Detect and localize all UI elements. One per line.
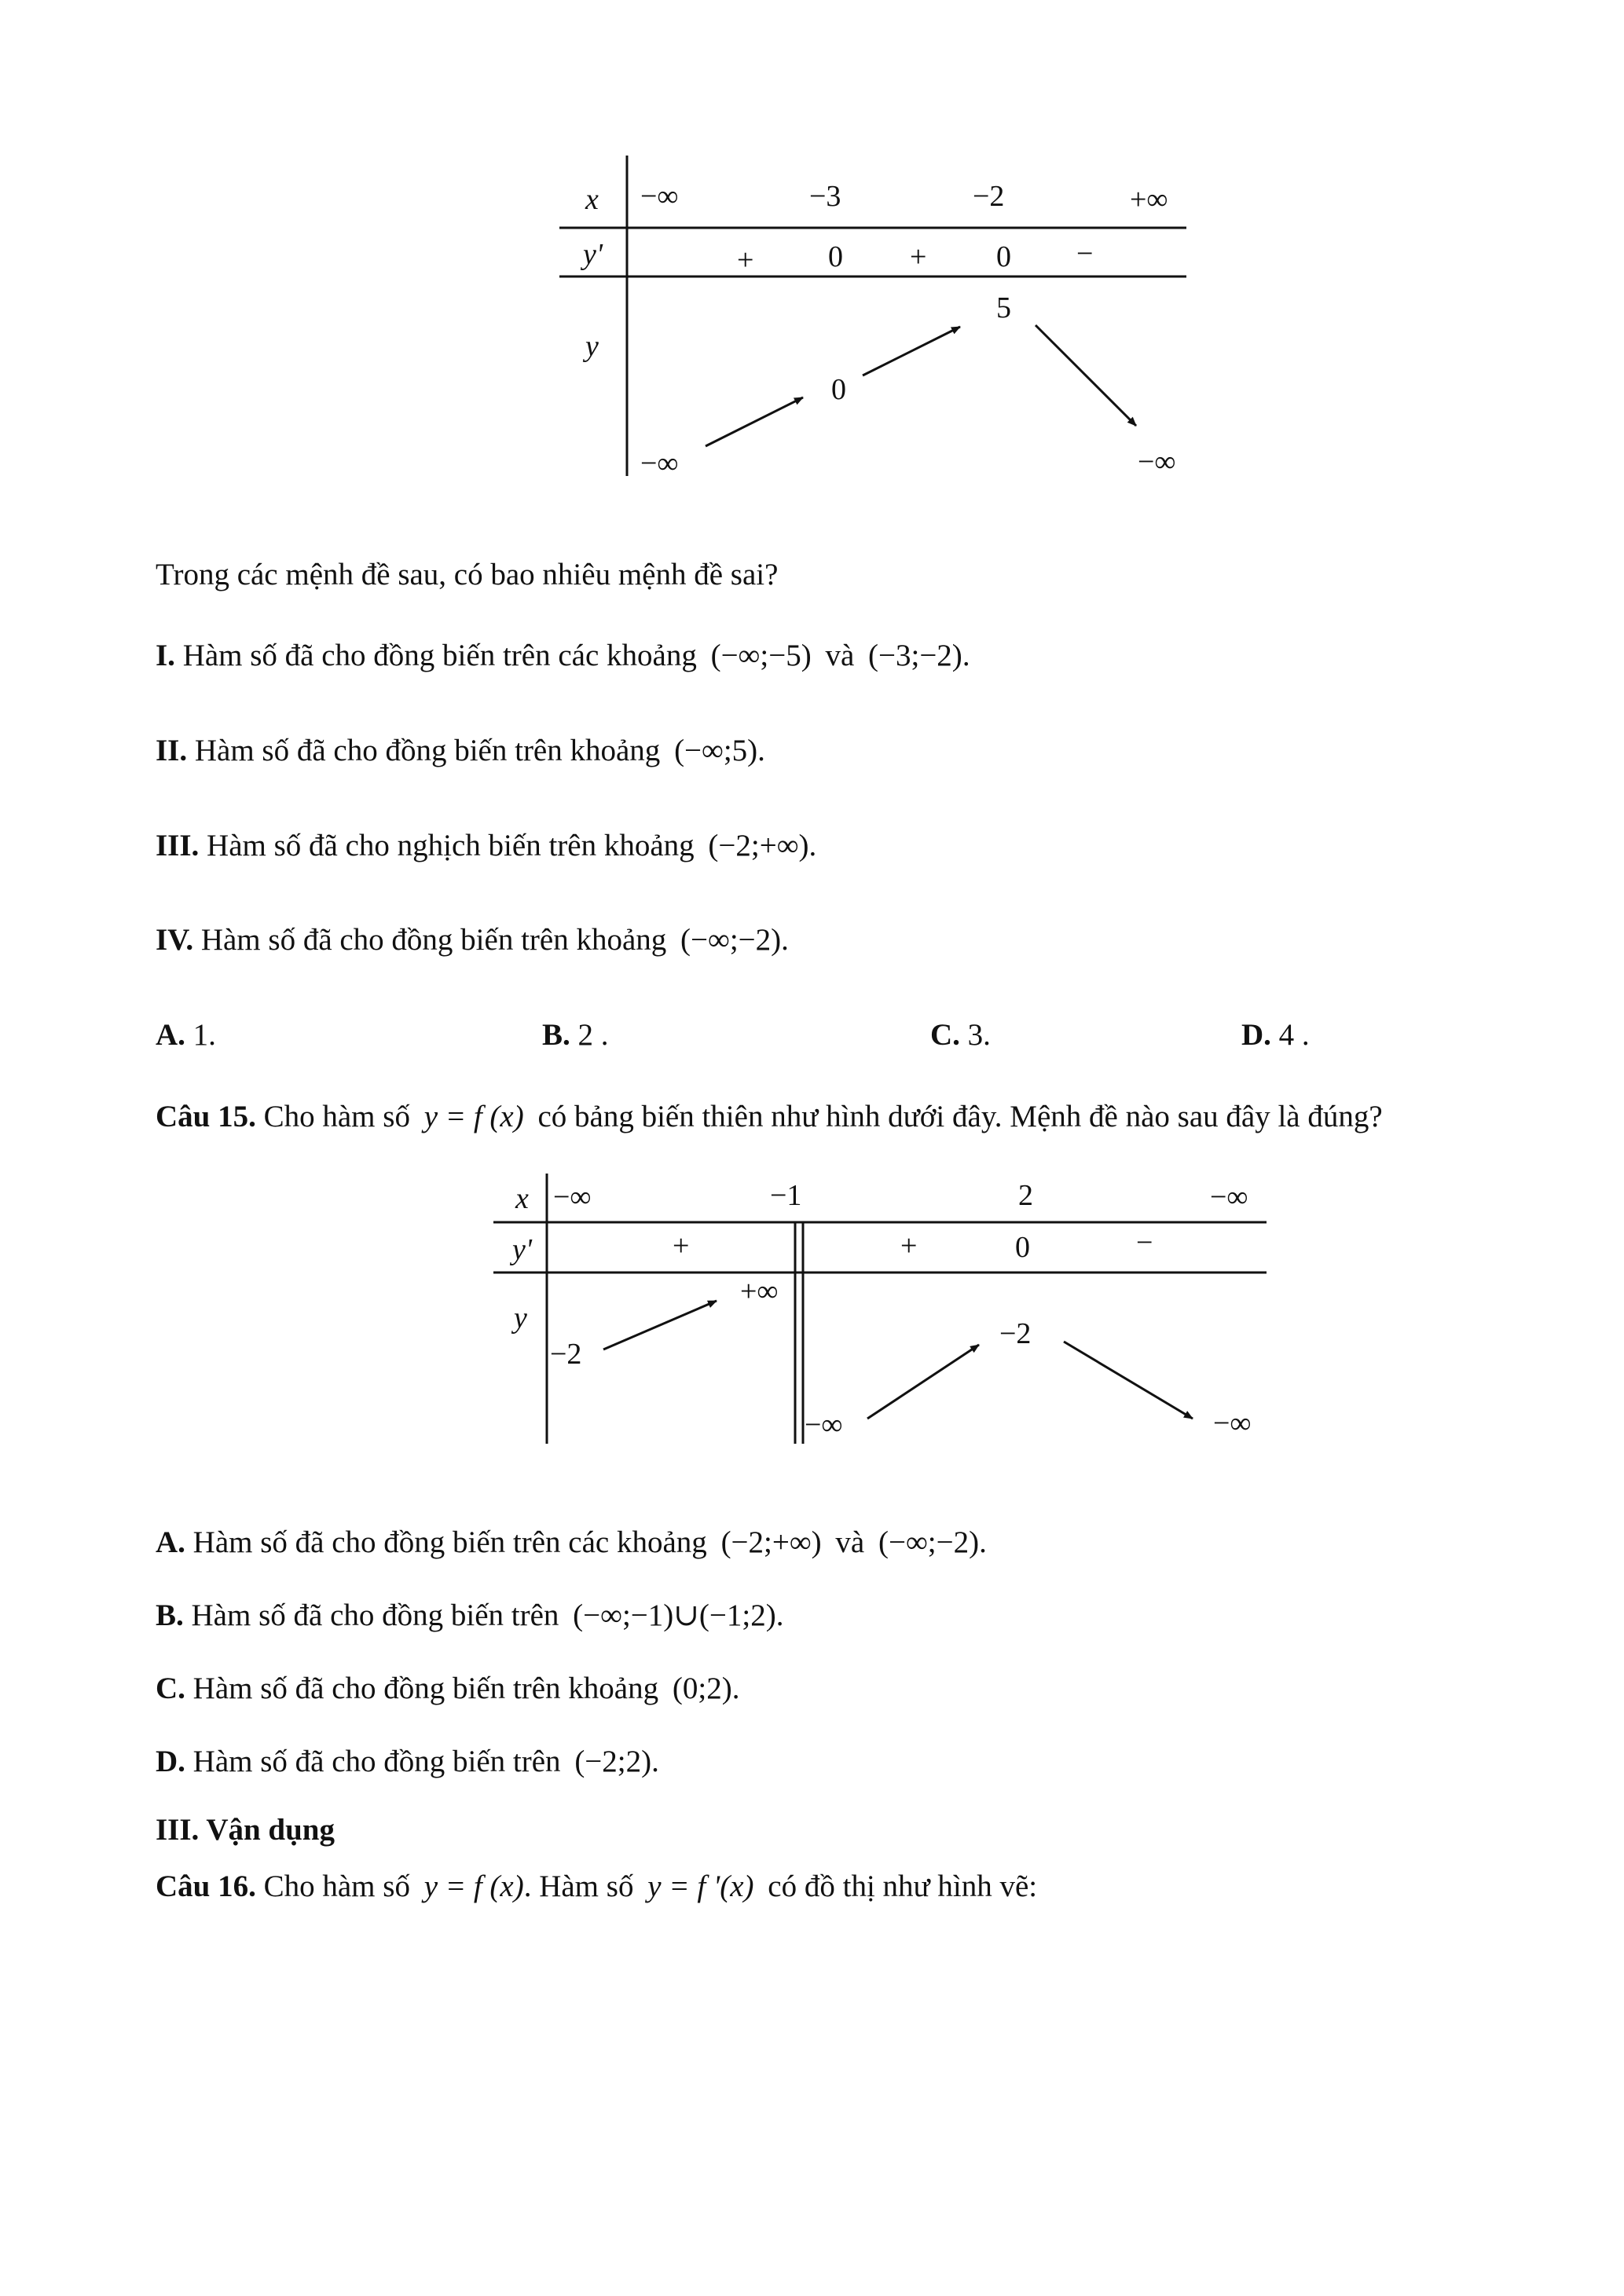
option-text: Hàm số đã cho đồng biến trên khoảng [192, 1672, 659, 1705]
question-math: y = f (x) [423, 1100, 524, 1133]
answer-value: 4 . [1278, 1018, 1310, 1052]
option-math: (−∞;−1)∪(−1;2) [573, 1598, 776, 1632]
table1-y-value: 0 [831, 373, 846, 406]
option-end: . [775, 1598, 784, 1632]
statement-label: I. [156, 639, 175, 672]
statement-text: Hàm số đã cho đồng biến trên khoảng [194, 734, 661, 767]
statement-text: Hàm số đã cho đồng biến trên các khoảng [182, 639, 697, 672]
statement-math: (−∞;−2) [680, 923, 782, 957]
statement-end: . [962, 639, 970, 672]
question-math: y = f (x) [423, 1869, 524, 1903]
statement-joiner: và [825, 639, 855, 672]
question-text: Cho hàm số [263, 1869, 410, 1903]
question-text: Cho hàm số [263, 1100, 410, 1133]
table1-y-value: −∞ [1138, 445, 1176, 478]
statement-text: Hàm số đã cho đồng biến trên khoảng [200, 923, 667, 957]
table1-yprime-value: − [1076, 237, 1094, 270]
table2-x-value: −1 [770, 1179, 802, 1212]
statement-math: (−3;−2) [868, 639, 962, 672]
statement-2 [156, 735, 765, 766]
question-16 [156, 1871, 1037, 1902]
table1-x-value: +∞ [1130, 183, 1168, 216]
option-math: (−∞;−2) [878, 1525, 980, 1559]
table2-yprime-value: + [673, 1229, 690, 1262]
table2-yprime-value: − [1136, 1226, 1153, 1259]
option-c[interactable] [156, 1673, 739, 1704]
question-text: . Hàm số [523, 1869, 634, 1903]
question-text: có đồ thị như hình vẽ: [768, 1869, 1038, 1903]
table1-x-value: −3 [809, 180, 841, 213]
option-label: C. [156, 1672, 185, 1705]
table1-arrow-increasing [706, 397, 803, 446]
answer-label: A. [156, 1018, 185, 1052]
table1-yprime-value: + [737, 244, 754, 276]
table2-x-value: −∞ [553, 1181, 592, 1214]
table2-arrow-decreasing [1064, 1342, 1193, 1419]
option-joiner: và [835, 1525, 865, 1559]
section-heading: III. Vận dụng [156, 1813, 335, 1847]
statement-math: (−∞;−5) [710, 639, 812, 672]
answer-value: 3. [967, 1018, 991, 1052]
option-label: B. [156, 1598, 184, 1632]
statement-3 [156, 830, 816, 861]
table1-yprime-value: + [910, 240, 927, 273]
question-label: Câu 16. [156, 1869, 256, 1903]
option-a[interactable] [156, 1527, 987, 1558]
table2-y-value: −∞ [1213, 1407, 1252, 1440]
statement-end: . [781, 923, 789, 957]
option-text: Hàm số đã cho đồng biến trên [191, 1598, 559, 1632]
table2-x-value: −∞ [1210, 1181, 1248, 1214]
answer-label: B. [542, 1018, 570, 1052]
table1-yprime-label: y' [583, 238, 603, 271]
table2-yprime-value: + [900, 1229, 918, 1262]
option-end: . [731, 1672, 740, 1705]
question-math: y = f '(x) [647, 1869, 754, 1903]
variation-table-1 [0, 0, 1624, 503]
table1-arrow-increasing [863, 327, 960, 375]
statement-label: III. [156, 829, 200, 862]
answer-value: 1. [192, 1018, 216, 1052]
statement-label: II. [156, 734, 188, 767]
answer-option-d[interactable] [1241, 1020, 1310, 1050]
answer-label: D. [1241, 1018, 1271, 1052]
option-math: (0;2) [672, 1672, 732, 1705]
table1-y-value: 5 [996, 291, 1011, 324]
answer-option-b[interactable] [542, 1020, 609, 1050]
option-end: . [979, 1525, 987, 1559]
statement-end: . [808, 829, 817, 862]
option-label: A. [156, 1525, 185, 1559]
table2-arrow-increasing [867, 1345, 979, 1419]
answer-value: 2 . [577, 1018, 609, 1052]
option-math: (−2;2) [574, 1745, 652, 1778]
option-math: (−2;+∞) [720, 1525, 822, 1559]
table2-yprime-label: y' [512, 1233, 532, 1266]
table1-yprime-value: 0 [996, 240, 1011, 273]
option-text: Hàm số đã cho đồng biến trên [192, 1745, 561, 1778]
table1-y-value: −∞ [640, 447, 679, 480]
option-end: . [651, 1745, 659, 1778]
question-text: có bảng biến thiên như hình dưới đây. Mệnh đề nào sau đây là đúng? [537, 1100, 1383, 1133]
question-label: Câu 15. [156, 1100, 256, 1133]
statement-4 [156, 925, 789, 955]
table1-x-label: x [585, 183, 599, 216]
statement-1 [156, 640, 970, 671]
table2-x-value: 2 [1018, 1179, 1033, 1212]
table2-yprime-value: 0 [1015, 1231, 1030, 1264]
statement-end: . [757, 734, 765, 767]
option-label: D. [156, 1745, 185, 1778]
table2-y-label: y [514, 1302, 527, 1335]
table1-y-label: y [585, 330, 599, 363]
option-d[interactable] [156, 1746, 659, 1777]
answer-option-c[interactable] [930, 1020, 991, 1050]
answer-option-a[interactable] [156, 1020, 216, 1050]
option-text: Hàm số đã cho đồng biến trên các khoảng [192, 1525, 707, 1559]
statement-math: (−2;+∞) [708, 829, 809, 862]
table1-arrow-decreasing [1036, 325, 1136, 426]
statement-math: (−∞;5) [674, 734, 758, 767]
table1-x-value: −∞ [640, 180, 679, 213]
question-prompt: Trong các mệnh đề sau, có bao nhiêu mệnh đề sai? [156, 558, 779, 591]
option-b[interactable] [156, 1600, 784, 1631]
table2-y-value: −2 [999, 1317, 1032, 1350]
statement-text: Hàm số đã cho nghịch biến trên khoảng [207, 829, 695, 862]
table2-x-label: x [515, 1182, 529, 1215]
table2-y-value: −∞ [805, 1408, 843, 1441]
question-15 [156, 1101, 1383, 1132]
table2-y-value: −2 [550, 1338, 582, 1371]
table2-y-value: +∞ [740, 1275, 779, 1308]
answer-label: C. [930, 1018, 960, 1052]
table2-arrow-increasing [603, 1301, 717, 1349]
table1-x-value: −2 [973, 180, 1005, 213]
statement-label: IV. [156, 923, 194, 957]
table1-yprime-value: 0 [828, 240, 843, 273]
